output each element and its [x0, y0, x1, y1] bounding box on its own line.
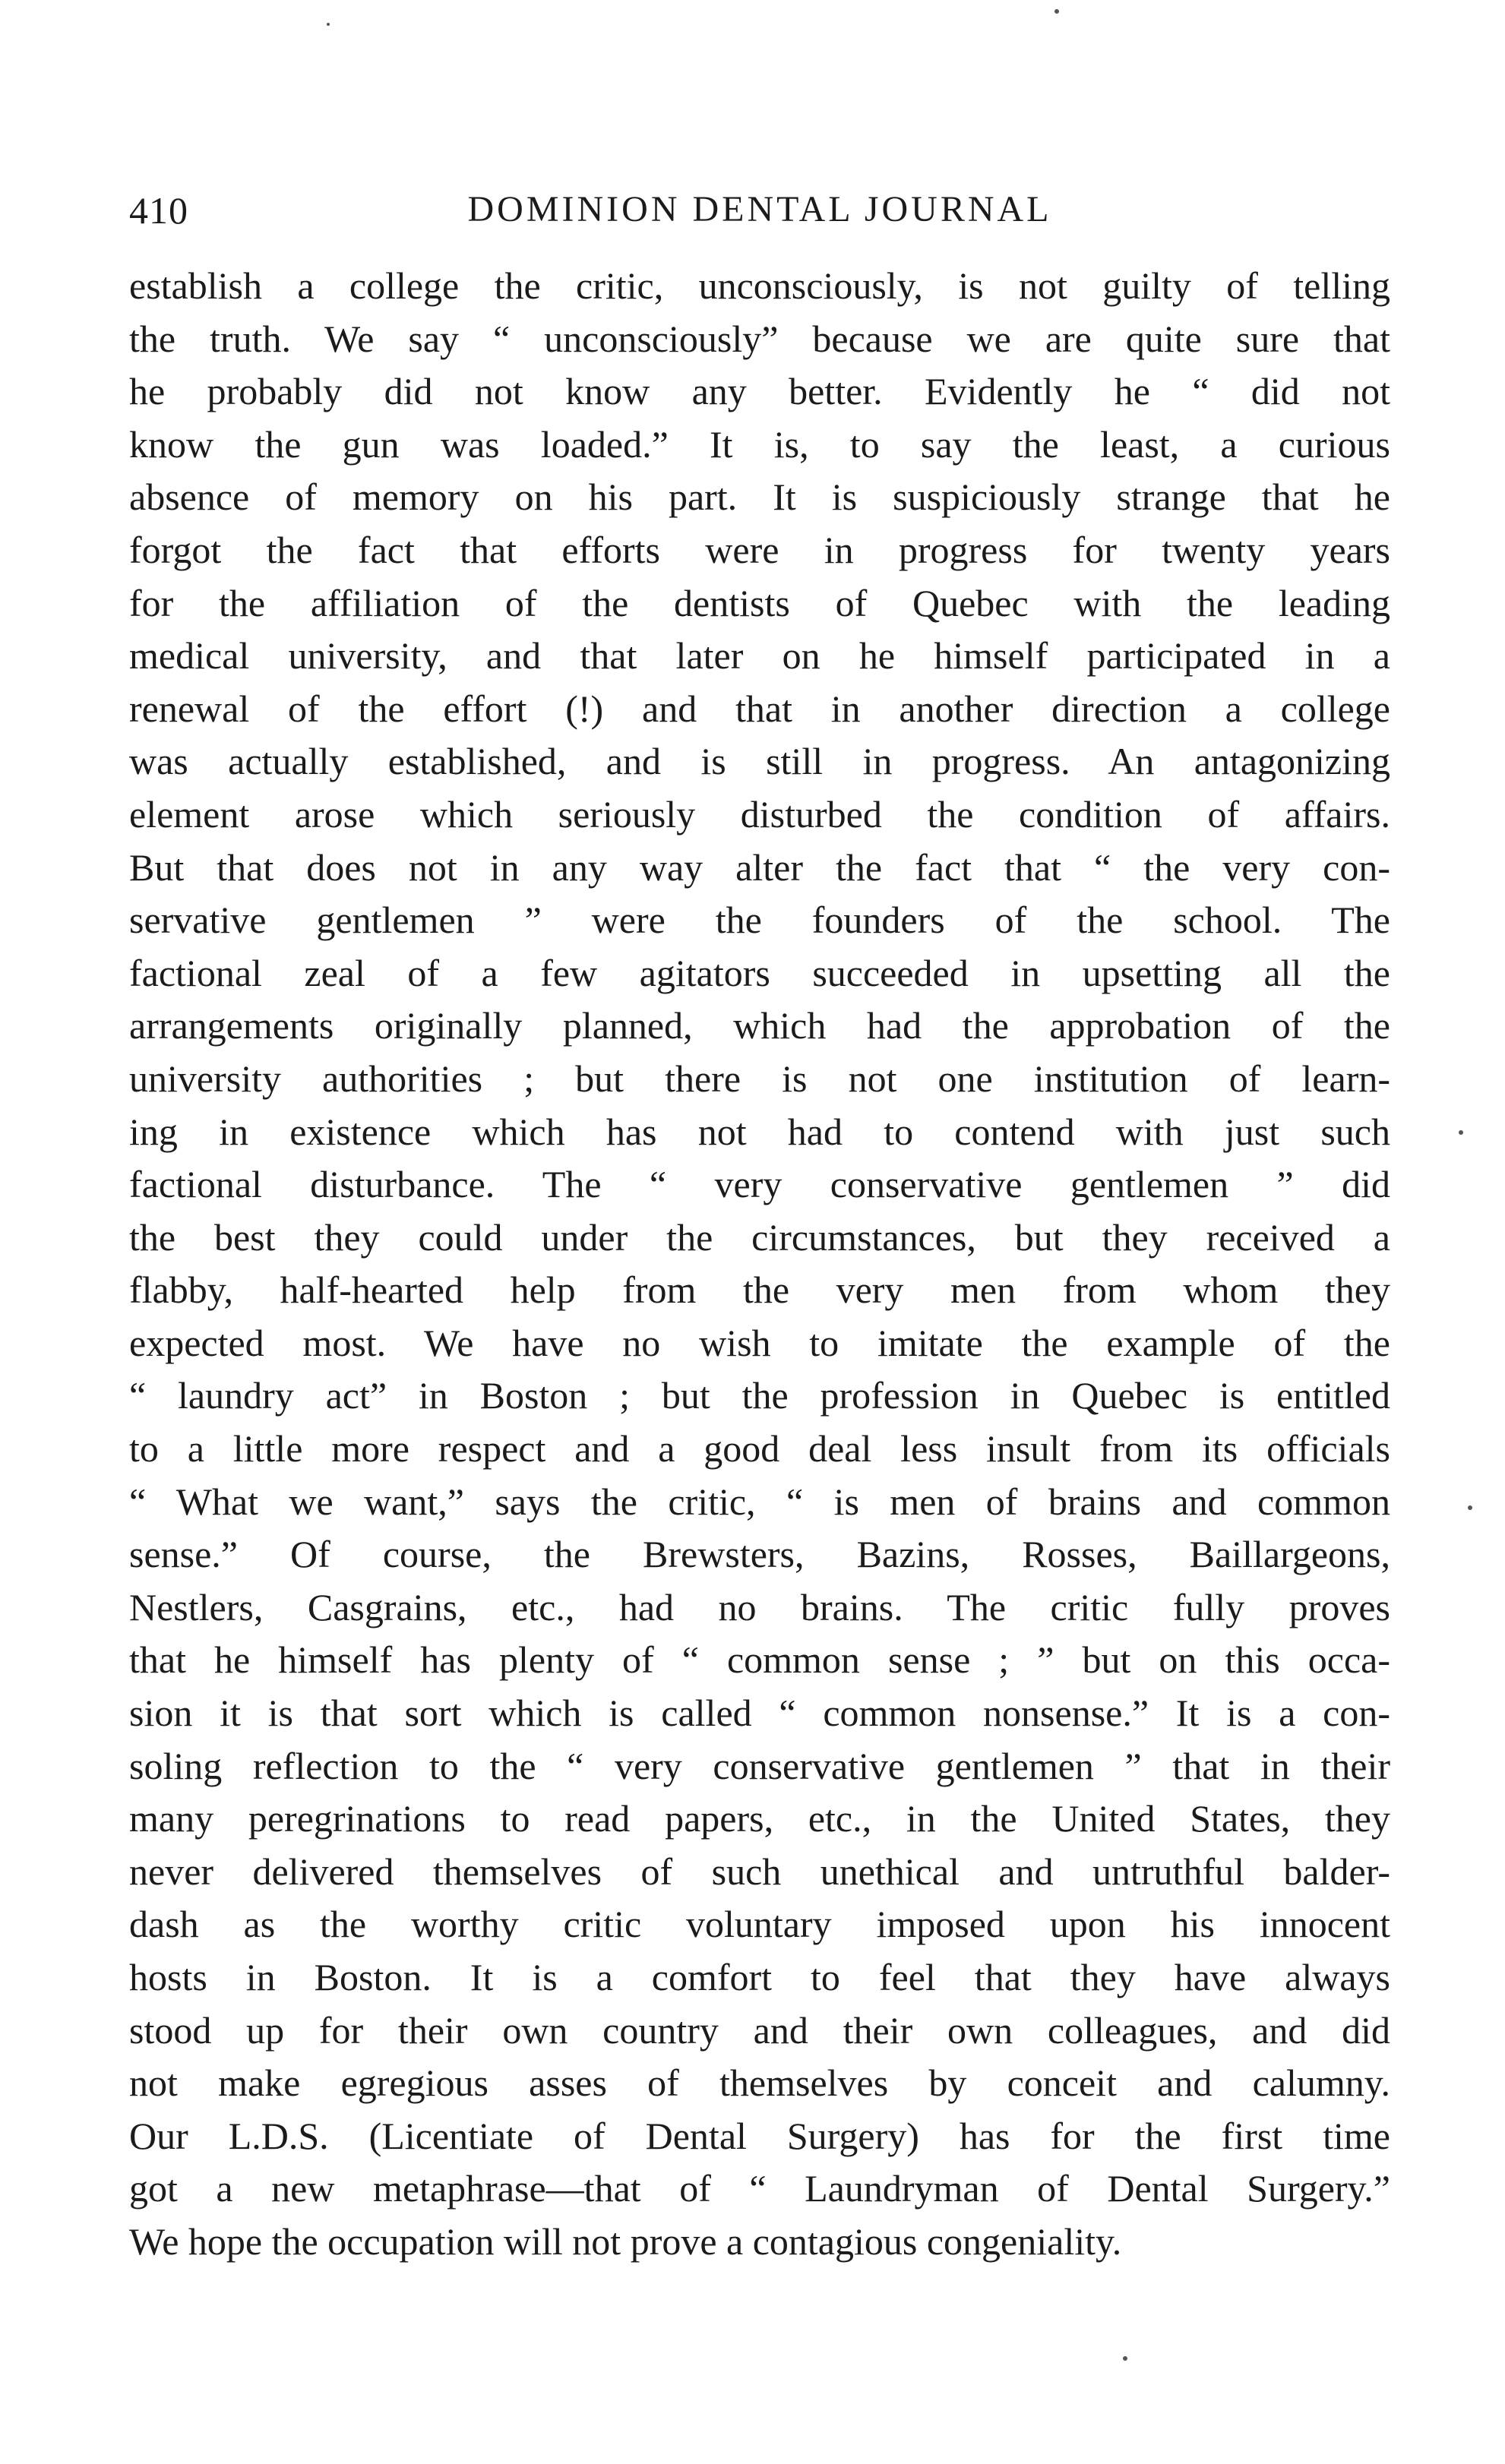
text-line: that he himself has plenty of “ common sense ; ” but on this occa-	[129, 1638, 1390, 1682]
text-line: element arose which seriously disturbed the condition of affairs.	[129, 792, 1390, 836]
text-line: was actually established, and is still in progress. An antagonizing	[129, 740, 1390, 783]
text-line: factional zeal of a few agitators succeeded in upsetting all the	[129, 951, 1390, 994]
text-line: know the gun was loaded.” It is, to say the least, a curious	[129, 422, 1390, 466]
text-line: Our L.D.S. (Licentiate of Dental Surgery) has for the first time	[129, 2114, 1390, 2157]
text-line: Nestlers, Casgrains, etc., had no brains. The critic fully proves	[129, 1585, 1390, 1628]
text-line: to a little more respect and a good deal less insult from its officials	[129, 1427, 1390, 1471]
print-speck	[327, 23, 330, 26]
text-line: never delivered themselves of such unethical and untruthful balder-	[129, 1850, 1390, 1893]
print-speck	[1123, 2356, 1127, 2361]
text-line: sion it is that sort which is called “ common nonsense.” It is a con-	[129, 1692, 1390, 1735]
text-line: “ What we want,” says the critic, “ is men of brains and common	[129, 1480, 1390, 1523]
text-line: renewal of the effort (!) and that in another direction a college	[129, 687, 1390, 730]
text-line: We hope the occupation will not prove a contagious congeniality.	[129, 2219, 1122, 2263]
text-line: hosts in Boston. It is a comfort to feel that they have always	[129, 1956, 1390, 1998]
text-line: absence of memory on his part. It is suspiciously strange that he	[129, 475, 1390, 519]
text-line: not make egregious asses of themselves by conceit and calumny.	[129, 2061, 1390, 2105]
text-line: soling reflection to the “ very conservative gentlemen ” that in their	[129, 1744, 1390, 1787]
body-text	[129, 260, 1390, 2269]
text-line: many peregrinations to read papers, etc., in the United States, they	[129, 1797, 1390, 1840]
text-line: factional disturbance. The “ very conservative gentlemen ” did	[129, 1163, 1390, 1206]
text-line: medical university, and that later on he himself participated in a	[129, 634, 1390, 678]
text-line: “ laundry act” in Boston ; but the profession in Quebec is entitled	[129, 1374, 1390, 1417]
text-line: stood up for their own country and their own colleagues, and did	[129, 2008, 1390, 2052]
text-line: flabby, half-hearted help from the very men from whom they	[129, 1268, 1390, 1312]
text-line: forgot the fact that efforts were in progress for twenty years	[129, 528, 1390, 571]
text-line: university authorities ; but there is not one institution of learn-	[129, 1057, 1390, 1100]
page-header	[129, 188, 1390, 242]
text-line: sense.” Of course, the Brewsters, Bazins, Rosses, Baillargeons,	[129, 1533, 1390, 1576]
text-line: for the affiliation of the dentists of Quebec with the leading	[129, 581, 1390, 624]
text-line: the best they could under the circumstances, but they received a	[129, 1215, 1390, 1259]
text-line: got a new metaphrase—that of “ Laundryman of Dental Surgery.”	[129, 2167, 1390, 2210]
print-speck	[1468, 1505, 1472, 1510]
text-line: expected most. We have no wish to imitate the example of the	[129, 1321, 1390, 1364]
print-speck	[1459, 1130, 1463, 1135]
text-line: But that does not in any way alter the fact that “ the very con-	[129, 845, 1390, 889]
print-speck	[1054, 9, 1059, 14]
page-number: 410	[129, 189, 188, 232]
text-line: ing in existence which has not had to contend with just such	[129, 1110, 1390, 1153]
text-line: dash as the worthy critic voluntary imposed upon his innocent	[129, 1903, 1390, 1946]
text-line: servative gentlemen ” were the founders of the school. The	[129, 899, 1390, 942]
text-line: arrangements originally planned, which had the approbation of the	[129, 1004, 1390, 1047]
text-line: establish a college the critic, unconsciously, is not guilty of telling	[129, 264, 1390, 307]
running-head: DOMINION DENTAL JOURNAL	[467, 189, 1052, 229]
text-line: the truth. We say “ unconsciously” because we are quite sure that	[129, 317, 1390, 360]
text-line: he probably did not know any better. Evidently he “ did not	[129, 370, 1390, 413]
